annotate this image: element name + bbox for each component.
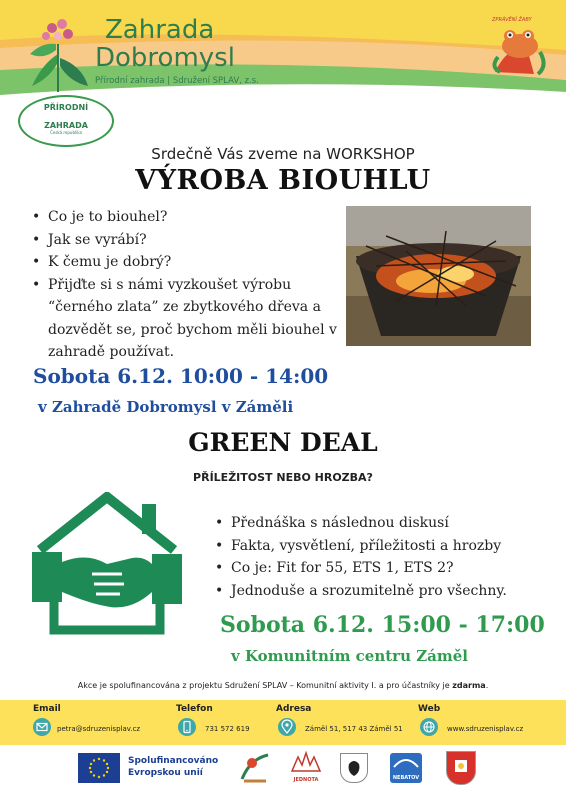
web-link[interactable]: www.sdruzenisplav.cz — [447, 725, 524, 733]
phone-icon — [178, 718, 196, 736]
prirodni-zahrada-badge — [18, 95, 114, 147]
green-deal-subtitle: PŘÍLEŽITOST NEBO HROZBA? — [193, 471, 373, 484]
green-deal-place: v Komunitním centru Záměl — [231, 647, 468, 665]
list-item: • K čemu je dobrý? — [30, 251, 345, 274]
badge-line1: PŘÍRODNÍ — [43, 103, 89, 112]
list-item: • Přijďte si s námi vyzkoušet výrobu “černého zlata” ze zbytkového dřeva a dozvědět se, proč bychom měli biouhel v zahradě používat. — [30, 274, 345, 364]
brand-subtitle: Přírodní zahrada | Sdružení SPLAV, z.s. — [95, 76, 259, 86]
house-handshake-icon — [32, 492, 182, 637]
funding-note-end: . — [485, 681, 489, 690]
email-link[interactable]: petra@sdruzenisplav.cz — [57, 725, 141, 733]
badge-line3: Česká republika — [50, 130, 82, 135]
brand-line2: Dobromysl — [95, 43, 235, 73]
frog-caption: ZPRÁVĚNÍ ŽABY — [492, 17, 532, 23]
workshop-place: v Zahradě Dobromysl v Záměli — [38, 398, 294, 416]
jednota-text: JEDNOTA — [293, 777, 319, 783]
biochar-fire-photo — [346, 206, 531, 346]
workshop-invite: Srdečně Vás zveme na WORKSHOP — [151, 145, 415, 163]
brand-title — [95, 16, 235, 72]
nebatov-logo — [390, 753, 422, 783]
list-item: • Přednáška s následnou diskusí — [213, 512, 553, 535]
eu-flag-icon — [78, 753, 120, 783]
green-deal-date: Sobota 6.12. 15:00 - 17:00 — [220, 612, 545, 638]
workshop-bullet-list — [30, 206, 345, 364]
footer-logos — [0, 745, 566, 800]
eu-cofunded-text — [128, 755, 218, 779]
globe-icon — [420, 718, 438, 736]
list-item: • Jak se vyrábí? — [30, 229, 345, 252]
eu-line2: Evropskou unií — [128, 768, 203, 778]
flower-logo-icon — [22, 14, 94, 94]
funding-note-text: Akce je spolufinancována z projektu Sdružení SPLAV – Komunitní aktivity I. a pro účastníky je — [77, 681, 453, 690]
jednota-logo — [288, 751, 324, 785]
eu-line1: Spolufinancováno — [128, 756, 219, 766]
address-label: Adresa — [276, 704, 312, 714]
list-item: • Jednoduše a srozumitelně pro všechny. — [213, 580, 553, 603]
brand-line1: Zahrada — [105, 15, 215, 45]
web-label: Web — [418, 704, 441, 714]
address-text: Záměl 51, 517 43 Záměl 51 — [305, 725, 403, 733]
splav-logo-icon — [238, 749, 272, 785]
contact-bar — [0, 700, 566, 745]
badge-line2: ZAHRADA — [44, 121, 88, 130]
workshop-title: VÝROBA BIOUHLU — [135, 165, 431, 196]
list-item: • Co je: Fit for 55, ETS 1, ETS 2? — [213, 557, 553, 580]
frog-icon — [490, 22, 550, 77]
funding-note-free: zdarma — [452, 681, 486, 690]
mail-icon — [33, 718, 51, 736]
email-label: Email — [33, 704, 61, 714]
list-item: • Co je to biouhel? — [30, 206, 345, 229]
municipal-coat-of-arms-icon — [446, 751, 476, 785]
green-deal-bullet-list — [213, 512, 553, 602]
nebatov-text: NEBATOV — [392, 775, 420, 781]
workshop-date: Sobota 6.12. 10:00 - 14:00 — [33, 364, 329, 388]
phone-number[interactable]: 731 572 619 — [205, 725, 250, 733]
green-deal-title: GREEN DEAL — [188, 428, 378, 457]
location-pin-icon — [278, 718, 296, 736]
phone-label: Telefon — [176, 704, 213, 714]
list-item: • Fakta, vysvětlení, příležitosti a hrozby — [213, 535, 553, 558]
coat-of-arms-icon — [340, 753, 368, 783]
funding-note — [0, 681, 566, 690]
